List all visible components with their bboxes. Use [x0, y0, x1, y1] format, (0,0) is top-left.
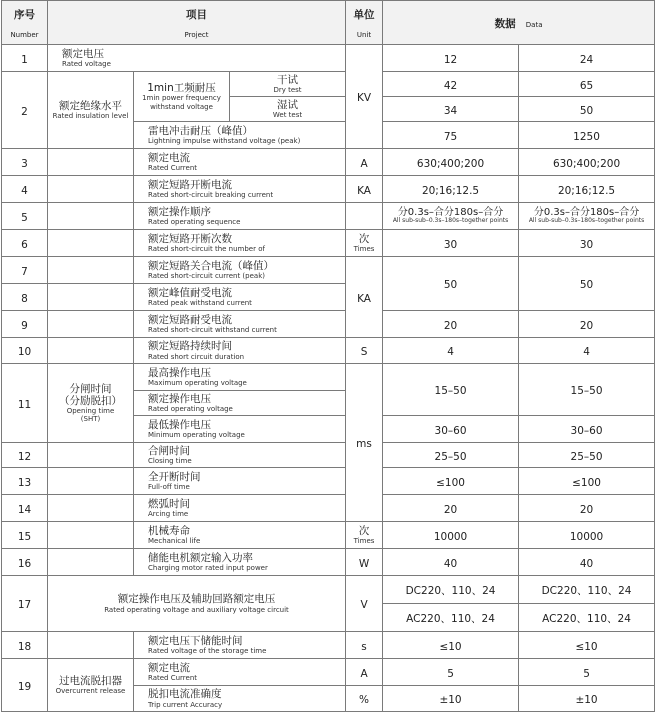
empty-cell [48, 203, 134, 230]
table-row [2, 203, 655, 230]
header-row [2, 1, 655, 45]
data-cell: 10000 [383, 522, 519, 549]
sub-item-cell: 干试 Dry test [230, 72, 346, 97]
data-cell: 15–50 [519, 364, 655, 416]
data-cell: 20;16;12.5 [519, 176, 655, 203]
row-number: 12 [2, 443, 48, 468]
data-cell: 5 [383, 659, 519, 686]
item-cell: 储能电机额定输入功率 Charging motor rated input power [134, 549, 346, 576]
data-cell: 30–60 [519, 416, 655, 443]
item-cell: 额定绝缘水平 Rated insulation level [48, 72, 134, 149]
item-cell: 燃弧时间 Arcing time [134, 495, 346, 522]
table-row [2, 311, 655, 338]
data-cell: ≤100 [519, 468, 655, 495]
data-cell: 50 [383, 257, 519, 311]
table-row [2, 659, 655, 686]
sub-item-cell: 湿试 Wet test [230, 97, 346, 122]
table-row [2, 364, 655, 391]
data-cell: 50 [519, 257, 655, 311]
header-data: 数据 Data [383, 1, 655, 45]
item-cell: 过电流脱扣器 Overcurrent release [48, 659, 134, 712]
row-number: 1 [2, 45, 48, 72]
item-cell: 额定操作电压及辅助回路额定电压 Rated operating voltage and auxiliary voltage circuit [48, 576, 346, 632]
empty-cell [48, 549, 134, 576]
item-cell: 额定短路开断次数 Rated short-circuit the number of [134, 230, 346, 257]
data-cell: ±10 [519, 686, 655, 712]
unit-cell: S [346, 338, 383, 364]
data-cell: DC220、110、24 [519, 576, 655, 604]
table-row [2, 468, 655, 495]
unit-cell: W [346, 549, 383, 576]
unit-cell: KA [346, 257, 383, 338]
data-cell: 40 [519, 549, 655, 576]
empty-cell [48, 495, 134, 522]
data-cell: 20 [383, 495, 519, 522]
row-number: 15 [2, 522, 48, 549]
row-number: 3 [2, 149, 48, 176]
item-cell: 全开断时间 Full-off time [134, 468, 346, 495]
table-row [2, 495, 655, 522]
row-number: 13 [2, 468, 48, 495]
empty-cell [48, 468, 134, 495]
item-cell: 合闸时间 Closing time [134, 443, 346, 468]
row-number: 9 [2, 311, 48, 338]
row-number: 8 [2, 284, 48, 311]
row-number: 7 [2, 257, 48, 284]
table-row [2, 149, 655, 176]
data-cell: AC220、110、24 [519, 604, 655, 632]
row-number: 5 [2, 203, 48, 230]
unit-cell: s [346, 632, 383, 659]
data-cell: 30 [519, 230, 655, 257]
data-cell: 分0.3s–合分180s–合分 All sub-sub–0.3s–180s–together points [519, 203, 655, 230]
empty-cell [48, 149, 134, 176]
empty-cell [48, 338, 134, 364]
data-cell: 40 [383, 549, 519, 576]
header-number: 序号 Number [2, 1, 48, 45]
unit-cell: KV [346, 45, 383, 149]
item-cell: 额定电压下储能时间 Rated voltage of the storage time [134, 632, 346, 659]
table-row [2, 632, 655, 659]
header-unit: 单位 Unit [346, 1, 383, 45]
row-number: 6 [2, 230, 48, 257]
unit-cell: 次 Times [346, 230, 383, 257]
empty-cell [48, 311, 134, 338]
row-number: 18 [2, 632, 48, 659]
sub-item-cell: 脱扣电流准确度 Trip current Accuracy [134, 686, 346, 712]
item-cell: 额定峰值耐受电流 Rated peak withstand current [134, 284, 346, 311]
data-cell: ≤10 [519, 632, 655, 659]
data-cell: ≤10 [383, 632, 519, 659]
data-cell: 10000 [519, 522, 655, 549]
row-number: 19 [2, 659, 48, 712]
data-cell: 4 [383, 338, 519, 364]
empty-cell [48, 522, 134, 549]
item-cell: 额定短路持续时间 Rated short circuit duration [134, 338, 346, 364]
sub-item-cell: 最高操作电压 Maximum operating voltage [134, 364, 346, 391]
row-number: 16 [2, 549, 48, 576]
empty-cell [48, 230, 134, 257]
spec-table [1, 0, 655, 712]
data-cell: DC220、110、24 [383, 576, 519, 604]
data-cell: 25–50 [383, 443, 519, 468]
data-cell: 20 [519, 311, 655, 338]
item-cell: 额定电压 Rated voltage [48, 45, 346, 72]
data-cell: 1250 [519, 122, 655, 149]
data-cell: 4 [519, 338, 655, 364]
data-cell: 20;16;12.5 [383, 176, 519, 203]
sub-item-cell: 1min工频耐压 1min power frequency withstand voltage [134, 72, 230, 122]
data-cell: 24 [519, 45, 655, 72]
item-cell: 额定短路开断电流 Rated short-circuit breaking current [134, 176, 346, 203]
data-cell: ±10 [383, 686, 519, 712]
data-cell: ≤100 [383, 468, 519, 495]
unit-cell: 次 Times [346, 522, 383, 549]
item-cell: 额定短路关合电流（峰值） Rated short-circuit current (peak) [134, 257, 346, 284]
unit-cell: % [346, 686, 383, 712]
data-cell: 25–50 [519, 443, 655, 468]
data-cell: AC220、110、24 [383, 604, 519, 632]
row-number: 11 [2, 364, 48, 443]
item-cell: 额定短路耐受电流 Rated short-circuit withstand current [134, 311, 346, 338]
sub-item-cell: 额定操作电压 Rated operating voltage [134, 391, 346, 416]
data-cell: 5 [519, 659, 655, 686]
data-cell: 12 [383, 45, 519, 72]
data-cell: 630;400;200 [519, 149, 655, 176]
row-number: 10 [2, 338, 48, 364]
data-cell: 30–60 [383, 416, 519, 443]
empty-cell [48, 257, 134, 284]
data-cell: 50 [519, 97, 655, 122]
data-cell: 15–50 [383, 364, 519, 416]
data-cell: 34 [383, 97, 519, 122]
unit-cell: V [346, 576, 383, 632]
empty-cell [48, 176, 134, 203]
unit-cell: KA [346, 176, 383, 203]
unit-cell [346, 203, 383, 230]
row-number: 14 [2, 495, 48, 522]
unit-cell: A [346, 149, 383, 176]
data-cell: 20 [519, 495, 655, 522]
table-row [2, 576, 655, 604]
data-cell: 75 [383, 122, 519, 149]
table-row [2, 45, 655, 72]
table-row [2, 230, 655, 257]
data-cell: 65 [519, 72, 655, 97]
header-project: 项目 Project [48, 1, 346, 45]
unit-cell: A [346, 659, 383, 686]
table-row [2, 522, 655, 549]
item-cell: 分闸时间 （分励脱扣） Opening time (SHT) [48, 364, 134, 443]
row-number: 4 [2, 176, 48, 203]
item-cell: 机械寿命 Mechanical life [134, 522, 346, 549]
unit-cell: ms [346, 364, 383, 522]
data-cell: 42 [383, 72, 519, 97]
sub-item-cell: 最低操作电压 Minimum operating voltage [134, 416, 346, 443]
table-row [2, 338, 655, 364]
empty-cell [48, 632, 134, 659]
data-cell: 20 [383, 311, 519, 338]
table-row [2, 176, 655, 203]
data-cell: 30 [383, 230, 519, 257]
table-row [2, 257, 655, 284]
sub-item-cell: 雷电冲击耐压（峰值） Lightning impulse withstand voltage (peak) [134, 122, 346, 149]
table-row [2, 549, 655, 576]
table-row [2, 443, 655, 468]
table-row [2, 72, 655, 97]
item-cell: 额定操作顺序 Rated operating sequence [134, 203, 346, 230]
empty-cell [48, 443, 134, 468]
row-number: 17 [2, 576, 48, 632]
empty-cell [48, 284, 134, 311]
data-cell: 分0.3s–合分180s–合分 All sub-sub–0.3s–180s–together points [383, 203, 519, 230]
data-cell: 630;400;200 [383, 149, 519, 176]
sub-item-cell: 额定电流 Rated Current [134, 659, 346, 686]
row-number: 2 [2, 72, 48, 149]
item-cell: 额定电流 Rated Current [134, 149, 346, 176]
